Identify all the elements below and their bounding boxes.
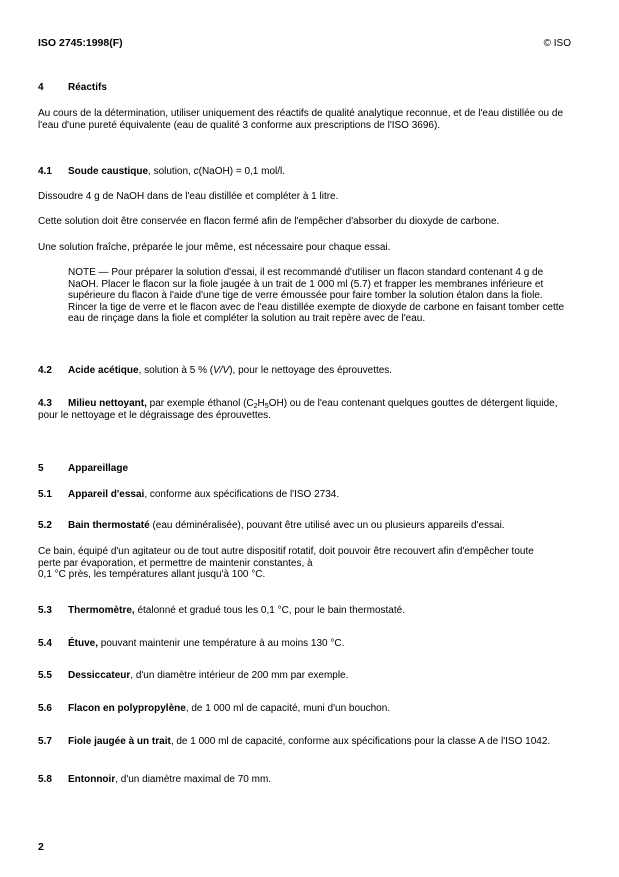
clause-5-3: 5.3 Thermomètre, étalonné et gradué tous les 0,1 °C, pour le bain thermostaté.: [38, 605, 405, 616]
clause-5-1: 5.1 Appareil d'essai, conforme aux spécifications de l'ISO 2734.: [38, 489, 340, 500]
section-title: Réactifs: [68, 82, 107, 93]
clause-4-1-para-2: Cette solution doit être conservée en flacon fermé afin de l'empêcher d'absorber du dioxyde de carbone.: [38, 216, 500, 227]
clause-4-2: 4.2 Acide acétique, solution à 5 % (V/V), pour le nettoyage des éprouvettes.: [38, 365, 393, 376]
header-standard-id: ISO 2745:1998(F): [38, 37, 123, 49]
clause-5-7: 5.7 Fiole jaugée à un trait, de 1 000 ml de capacité, conforme aux spécifications pour la classe A de l'ISO 1042.: [38, 736, 551, 747]
clause-4-1-para-3: Une solution fraîche, préparée le jour même, est nécessaire pour chaque essai.: [38, 242, 391, 253]
clause-4-1: 4.1 Soude caustique, solution, c(NaOH) = 0,1 mol/l.: [38, 166, 286, 177]
section-5-heading: [38, 463, 578, 475]
clause-5-2: 5.2 Bain thermostaté (eau déminéralisée), pouvant être utilisé avec un ou plusieurs appareils d'essai.: [38, 520, 505, 531]
clause-4-1-note: NOTE — Pour préparer la solution d'essai, il est recommandé d'utiliser un flacon standard contenant 4 g de NaOH. Placer le flacon sur la fiole jaugée à un trait de 1 000 ml (5.7) et frapper les membranes inférieure et supérieure du flacon à l'aide d'une tige de verre émoussée pour faire tomber la solution étalon dans la fiole. Rincer la tige de verre et le flacon avec de l'eau distillée exempte de dioxyde de carbone en faisant tomber cette eau de rinçage dans la fiole et compléter la solution au trait repère avec de l'eau.: [68, 267, 565, 324]
section-4-heading: [38, 82, 578, 94]
section-title: Appareillage: [68, 463, 129, 474]
clause-4-1-para-1: Dissoudre 4 g de NaOH dans de l'eau distillée et compléter à 1 litre.: [38, 191, 339, 202]
clause-5-4: 5.4 Étuve, pouvant maintenir une température à au moins 130 °C.: [38, 638, 345, 649]
section-4-intro: Au cours de la détermination, utiliser uniquement des réactifs de qualité analytique reconnue, et de l'eau distillée ou de l'eau d'une pureté équivalente (eau de qualité 3 conforme aux prescriptions de l'ISO 3696).: [38, 108, 564, 131]
clause-5-6: 5.6 Flacon en polypropylène, de 1 000 ml de capacité, muni d'un bouchon.: [38, 703, 391, 714]
clause-5-8: 5.8 Entonnoir, d'un diamètre maximal de 70 mm.: [38, 774, 272, 785]
section-number: 5: [38, 463, 44, 474]
header-copyright: © ISO: [543, 38, 571, 49]
section-number: 4: [38, 82, 44, 93]
clause-5-2-para: Ce bain, équipé d'un agitateur ou de tout autre dispositif rotatif, doit pouvoir être recouvert afin d'empêcher toute perte par évaporation, et permettre de maintenir constantes, à 0,1 °C près, les températures allant jusqu'à 100 °C.: [38, 546, 534, 580]
page-number: 2: [38, 841, 44, 853]
clause-5-5: 5.5 Dessiccateur, d'un diamètre intérieur de 200 mm par exemple.: [38, 670, 349, 681]
clause-4-3: 4.3 Milieu nettoyant, par exemple éthanol $(C_2H_5OH)$ ou de l'eau contenant quelques gouttes de détergent liquide, pour le nettoyage et le dégraissage des éprouvettes.: [38, 398, 558, 421]
